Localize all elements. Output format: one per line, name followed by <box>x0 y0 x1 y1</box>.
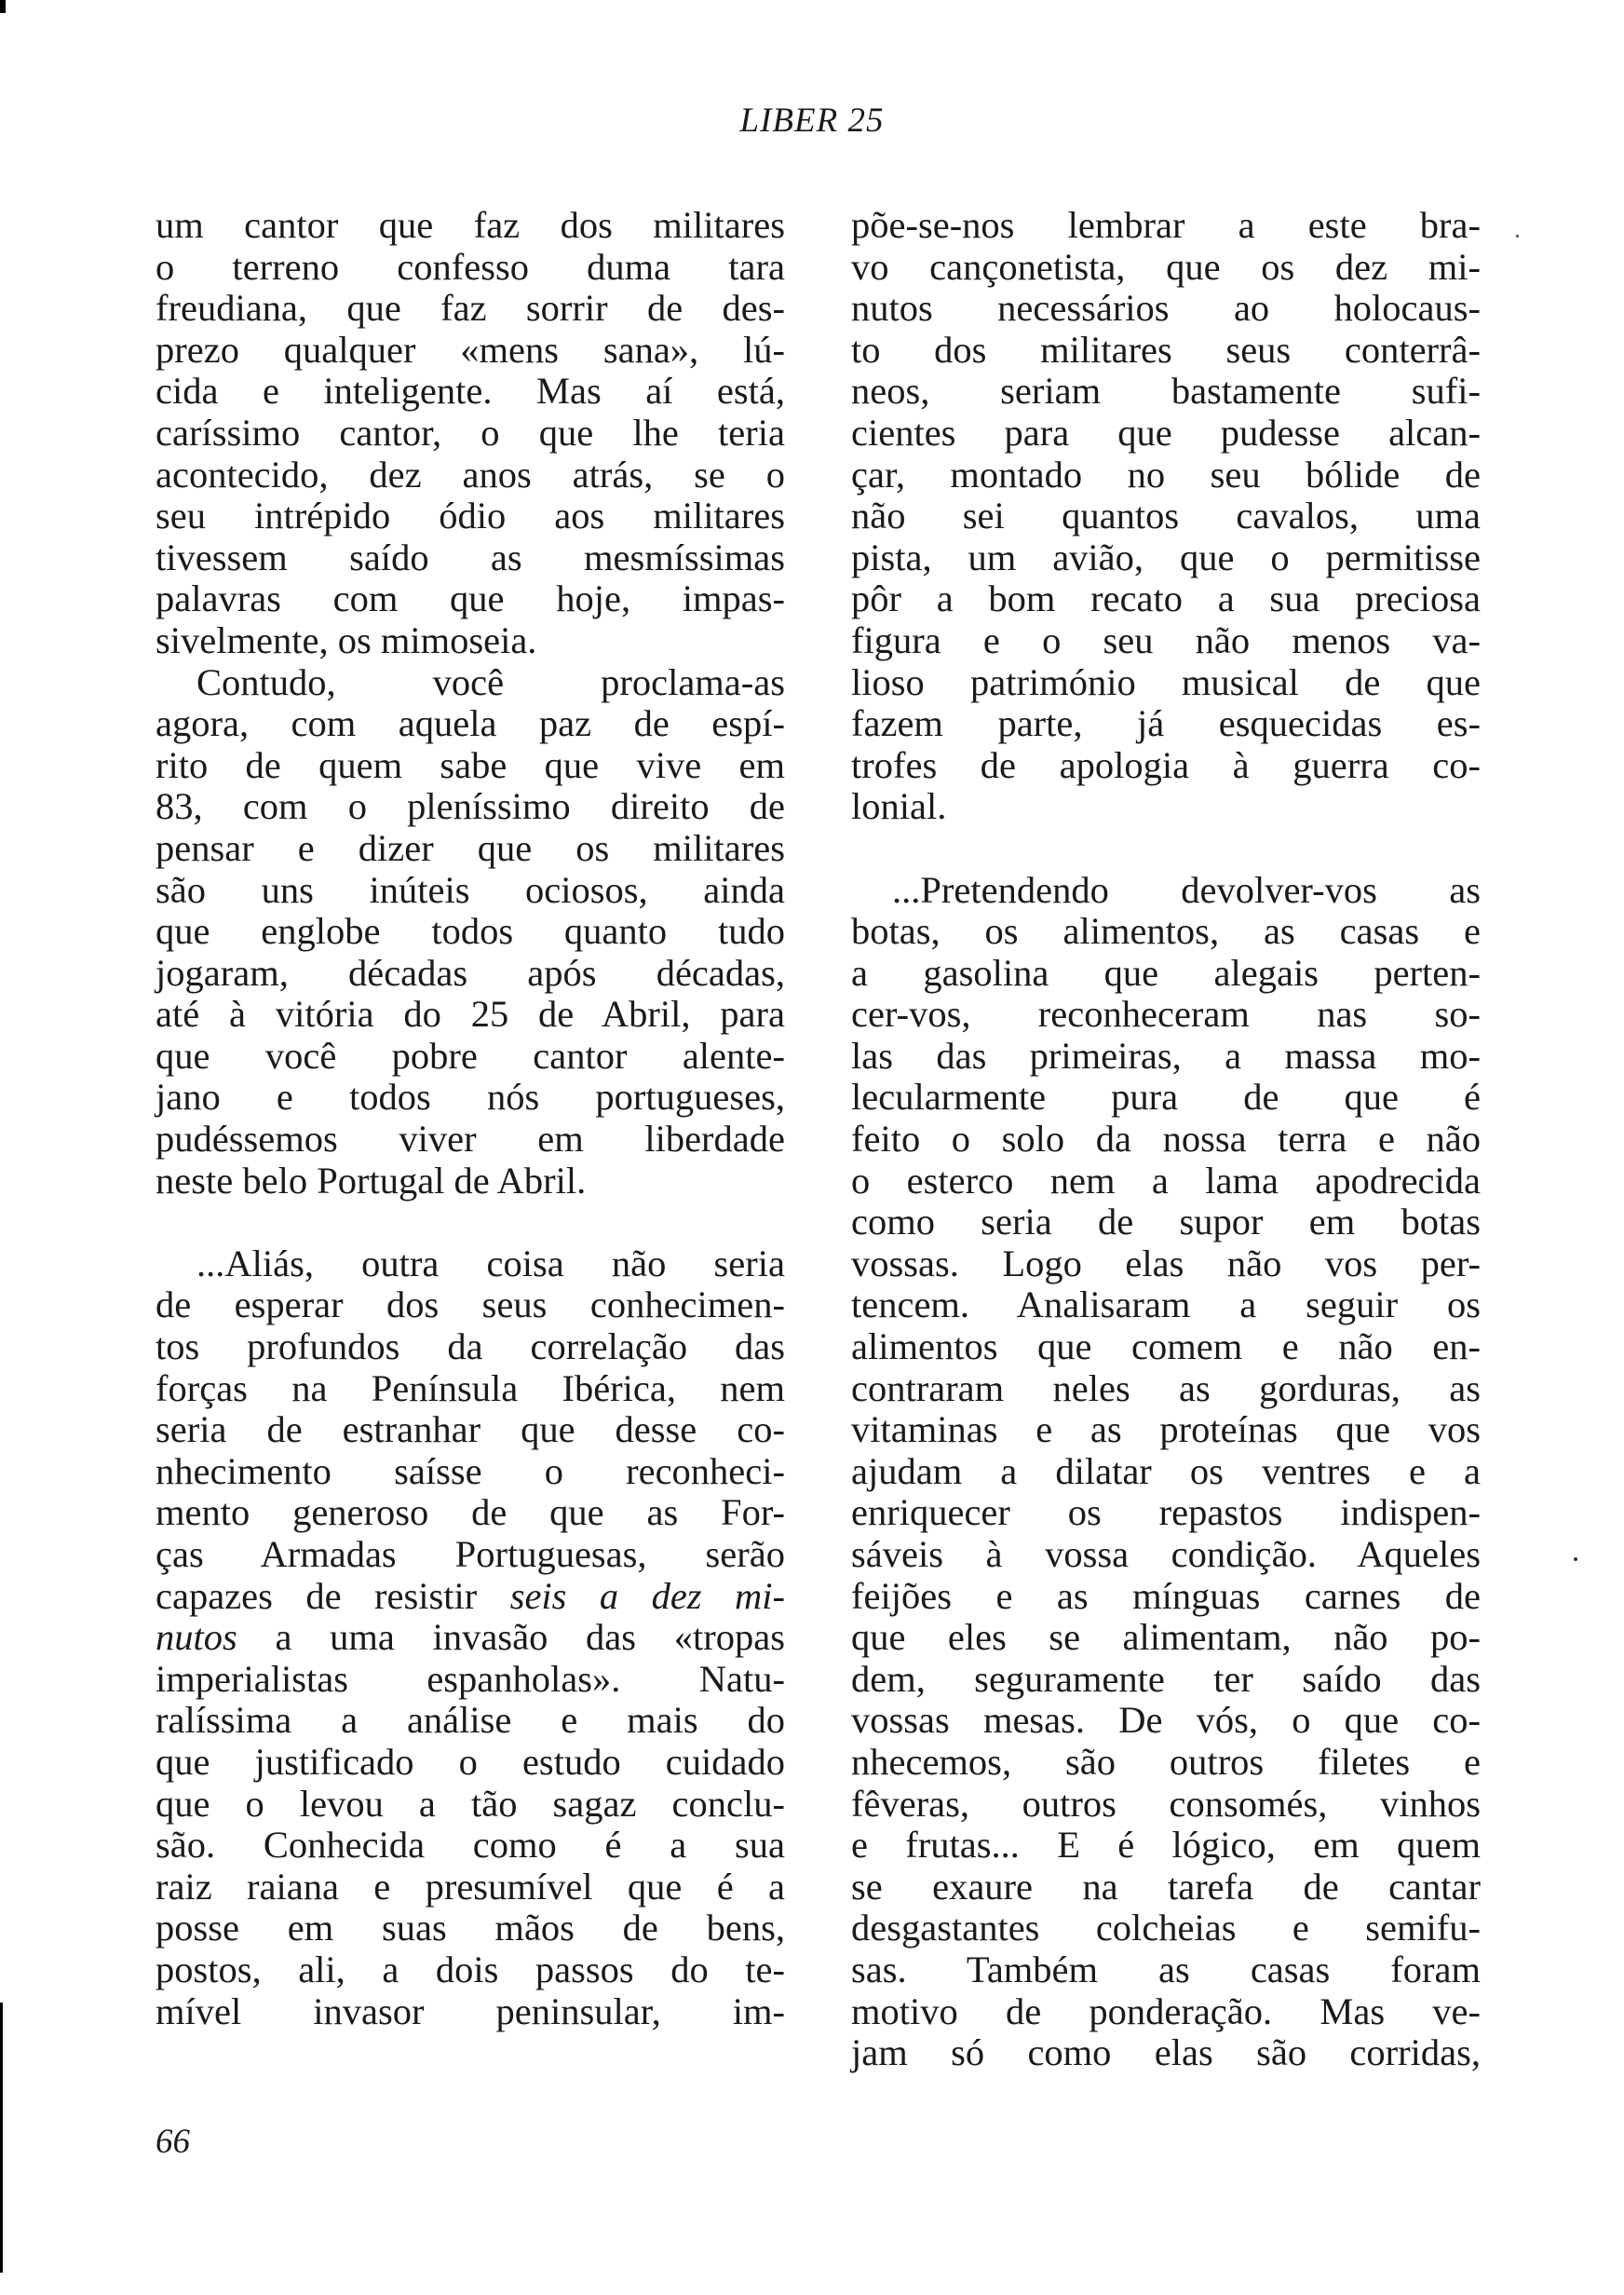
text-line: ajudam a dilatar os ventres e a <box>851 1449 1481 1492</box>
text-line: freudiana, que faz sorrir de des- <box>156 287 785 330</box>
scan-speck <box>1574 1557 1577 1561</box>
text-line: jogaram, décadas após décadas, <box>156 951 785 994</box>
text-line: ...Aliás, outra coisa não seria <box>196 1242 785 1284</box>
right-column <box>851 205 1481 2074</box>
text-line: são. Conhecida como é a sua <box>156 1824 785 1867</box>
text-line: caríssimo cantor, o que lhe teria <box>156 411 785 454</box>
text-line: tos profundos da correlação das <box>156 1325 785 1368</box>
text-line: lioso património musical de que <box>851 660 1481 703</box>
text-line: o terreno confesso duma tara <box>156 245 785 288</box>
text-line: o esterco nem a lama apodrecida <box>851 1159 1481 1202</box>
text-line: seria de estranhar que desse co- <box>156 1408 785 1451</box>
text-line: que o levou a tão sagaz conclu- <box>156 1782 785 1825</box>
text-line: posse em suas mãos de bens, <box>156 1907 785 1949</box>
text-line: vo cançonetista, que os dez mi- <box>851 245 1481 288</box>
text-line: jam só como elas são corridas, <box>851 2031 1481 2074</box>
text-line: postos, ali, a dois passos do te- <box>156 1948 785 1990</box>
text-line: que englobe todos quanto tudo <box>156 910 785 953</box>
text-line: cer-vos, reconheceram nas so- <box>851 993 1481 1036</box>
text-line: trofes de apologia à guerra co- <box>851 743 1481 786</box>
text-line: sas. Também as casas foram <box>851 1948 1481 1990</box>
text-line: de esperar dos seus conhecimen- <box>156 1283 785 1326</box>
text-run: capazes de resistir <box>156 1574 510 1617</box>
text-line: são uns inúteis ociosos, ainda <box>156 868 785 911</box>
paragraph-gap <box>156 1202 785 1243</box>
text-line: figura e o seu não menos va- <box>851 618 1481 661</box>
text-line: çar, montado no seu bólide de <box>851 453 1481 496</box>
text-line: se exaure na tarefa de cantar <box>851 1865 1481 1908</box>
text-line: tivessem saído as mesmíssimas <box>156 536 785 578</box>
text-line: feijões e as mínguas carnes de <box>851 1574 1481 1617</box>
text-line: e frutas... E é lógico, em quem <box>851 1824 1481 1867</box>
text-line: enriquecer os repastos indispen- <box>851 1491 1481 1534</box>
emphasis-text: nutos <box>156 1616 237 1659</box>
text-line: jano e todos nós portugueses, <box>156 1076 785 1119</box>
running-head: LIBER 25 <box>739 102 885 140</box>
text-line: mento generoso de que as For- <box>156 1491 785 1534</box>
text-line: ralíssima a análise e mais do <box>156 1699 785 1742</box>
text-line <box>156 1576 785 1618</box>
text-line: dem, seguramente ter saído das <box>851 1657 1481 1700</box>
text-line: fazem parte, já esquecidas es- <box>851 702 1481 745</box>
text-line: palavras com que hoje, impas- <box>156 577 785 620</box>
text-line: botas, os alimentos, as casas e <box>851 910 1481 953</box>
text-line: agora, com aquela paz de espí- <box>156 702 785 745</box>
text-line: vossas mesas. De vós, o que co- <box>851 1699 1481 1742</box>
text-line: nutos necessários ao holocaus- <box>851 287 1481 330</box>
text-line <box>156 1617 785 1659</box>
text-line: lecularmente pura de que é <box>851 1076 1481 1119</box>
text-line: a gasolina que alegais perten- <box>851 951 1481 994</box>
text-line: desgastantes colcheias e semifu- <box>851 1907 1481 1949</box>
text-line: lonial. <box>851 785 947 828</box>
text-line: rito de quem sabe que vive em <box>156 743 785 786</box>
scan-edge-mark <box>0 2003 3 2273</box>
text-line: até à vitória do 25 de Abril, para <box>156 993 785 1036</box>
text-line: nhecemos, são outros filetes e <box>851 1740 1481 1783</box>
text-line: fêveras, outros consomés, vinhos <box>851 1782 1481 1825</box>
text-line: tencem. Analisaram a seguir os <box>851 1283 1481 1326</box>
text-line: ...Pretendendo devolver-vos as <box>892 868 1481 911</box>
text-line: cida e inteligente. Mas aí está, <box>156 370 785 413</box>
text-line: seu intrépido ódio aos militares <box>156 495 785 537</box>
text-line: que você pobre cantor alente- <box>156 1034 785 1077</box>
text-line: feito o solo da nossa terra e não <box>851 1118 1481 1161</box>
text-line: pudéssemos viver em liberdade <box>156 1118 785 1161</box>
scan-speck <box>1516 235 1519 238</box>
text-line: põe-se-nos lembrar a este bra- <box>851 204 1481 246</box>
text-line: que justificado o estudo cuidado <box>156 1740 785 1783</box>
text-line: Contudo, você proclama-as <box>196 660 785 703</box>
text-line: 83, com o pleníssimo direito de <box>156 785 785 828</box>
text-line: ças Armadas Portuguesas, serão <box>156 1533 785 1575</box>
left-column <box>156 205 785 2032</box>
emphasis-text: seis a dez mi- <box>509 1574 785 1617</box>
text-line: pôr a bom recato a sua preciosa <box>851 577 1481 620</box>
text-line: prezo qualquer «mens sana», lú- <box>156 328 785 371</box>
text-line: forças na Península Ibérica, nem <box>156 1366 785 1409</box>
text-line: vitaminas e as proteínas que vos <box>851 1408 1481 1451</box>
text-line: um cantor que faz dos militares <box>156 204 785 246</box>
text-line: cientes para que pudesse alcan- <box>851 411 1481 454</box>
text-line: não sei quantos cavalos, uma <box>851 495 1481 537</box>
text-line: mível invasor peninsular, im- <box>156 1989 785 2032</box>
text-line: raiz raiana e presumível que é a <box>156 1865 785 1908</box>
text-line: imperialistas espanholas». Natu- <box>156 1657 785 1700</box>
text-line: las das primeiras, a massa mo- <box>851 1034 1481 1077</box>
text-line: como seria de supor em botas <box>851 1201 1481 1243</box>
text-line: neste belo Portugal de Abril. <box>156 1159 587 1202</box>
text-line: motivo de ponderação. Mas ve- <box>851 1989 1481 2032</box>
text-line: pista, um avião, que o permitisse <box>851 536 1481 578</box>
scan-corner-mark <box>0 0 6 13</box>
text-line: sáveis à vossa condição. Aqueles <box>851 1533 1481 1575</box>
text-line: alimentos que comem e não en- <box>851 1325 1481 1368</box>
text-line: pensar e dizer que os militares <box>156 826 785 869</box>
page-number: 66 <box>156 2123 190 2161</box>
text-line: acontecido, dez anos atrás, se o <box>156 453 785 496</box>
text-line: sivelmente, os mimoseia. <box>156 618 537 661</box>
text-line: nhecimento saísse o reconheci- <box>156 1449 785 1492</box>
text-line: neos, seriam bastamente sufi- <box>851 370 1481 413</box>
text-line: contraram neles as gorduras, as <box>851 1366 1481 1409</box>
paragraph-gap <box>851 828 1481 870</box>
text-run: a uma invasão das «tropas <box>237 1616 785 1659</box>
text-line: que eles se alimentam, não po- <box>851 1616 1481 1659</box>
text-line: vossas. Logo elas não vos per- <box>851 1242 1481 1284</box>
text-line: to dos militares seus conterrâ- <box>851 328 1481 371</box>
